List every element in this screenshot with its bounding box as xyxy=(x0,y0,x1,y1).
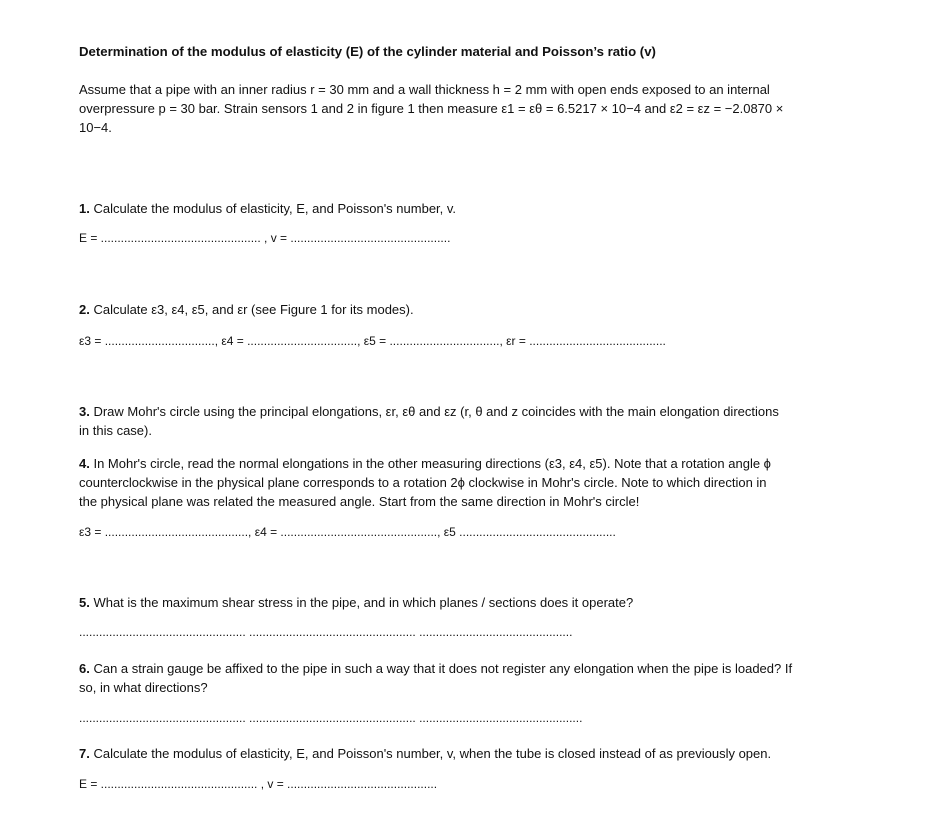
question-6-text: Can a strain gauge be affixed to the pipe in such a way that it does not register any elongation when the pipe is loaded? If xyxy=(89,661,793,676)
question-1-answer-line: E = ................................................ , v = ................................................ xyxy=(79,231,451,245)
question-4-line-3: the physical plane was related the measured angle. Start from the same direction in Mohr's circle! xyxy=(79,494,640,509)
question-4-answer-line: ε3 = ..........................................., ε4 = ..............................................., ε5 ............................................... xyxy=(79,525,616,539)
question-3 xyxy=(79,402,849,440)
document-page xyxy=(79,42,849,794)
question-7-text: Calculate the modulus of elasticity, E, and Poisson's number, v, when the tube is closed instead of as previously open. xyxy=(89,746,772,761)
question-2-text: Calculate ε3, ε4, ε5, and εr (see Figure 1 for its modes). xyxy=(89,302,414,317)
question-3-text: Draw Mohr's circle using the principal elongations, εr, εθ and εz (r, θ and z coincides with the main elongation directions xyxy=(89,404,779,419)
question-6-number: 6. xyxy=(79,661,90,676)
intro-line-3: 10−4. xyxy=(79,120,112,135)
question-4-text: In Mohr's circle, read the normal elongations in the other measuring directions (ε3, ε4, ε5). Note that a rotation angle ϕ xyxy=(89,456,771,471)
question-2 xyxy=(79,300,849,319)
question-7-answer-line: E = ............................................... , v = ............................................. xyxy=(79,777,438,791)
question-2-number: 2. xyxy=(79,302,90,317)
question-6 xyxy=(79,659,849,697)
question-4-number: 4. xyxy=(79,456,90,471)
question-5-number: 5. xyxy=(79,595,90,610)
question-6-line-2: so, in what directions? xyxy=(79,680,208,695)
question-1-text: Calculate the modulus of elasticity, E, and Poisson's number, v. xyxy=(89,201,457,216)
question-6-line-1 xyxy=(79,659,849,678)
question-4-line-2: counterclockwise in the physical plane corresponds to a rotation 2ϕ clockwise in Mohr's circle. Note to which direction in xyxy=(79,475,767,490)
question-4-line-1 xyxy=(79,454,849,473)
document-title: Determination of the modulus of elasticity (E) of the cylinder material and Poisson’s ratio (v) xyxy=(79,44,656,59)
question-3-line-1 xyxy=(79,402,849,421)
question-3-number: 3. xyxy=(79,404,90,419)
question-5 xyxy=(79,593,849,612)
question-7-number: 7. xyxy=(79,746,90,761)
question-6-answer-line: .................................................. .................................................. ................................................. xyxy=(79,711,583,725)
question-5-text: What is the maximum shear stress in the pipe, and in which planes / sections does it operate? xyxy=(89,595,634,610)
question-4 xyxy=(79,454,849,511)
intro-paragraph xyxy=(79,80,849,137)
question-1 xyxy=(79,199,849,218)
question-7 xyxy=(79,744,849,763)
question-5-answer-line: .................................................. .................................................. .............................................. xyxy=(79,625,573,639)
question-1-number: 1. xyxy=(79,201,90,216)
question-3-line-2: in this case). xyxy=(79,423,152,438)
question-2-answer-line: ε3 = ................................., ε4 = ................................., ε5 = ................................., εr = ......................................... xyxy=(79,334,666,348)
intro-line-2: overpressure p = 30 bar. Strain sensors 1 and 2 in figure 1 then measure ε1 = εθ = 6.5217 × 10−4 and ε2 = εz = −2.0870 × xyxy=(79,101,784,116)
intro-line-1: Assume that a pipe with an inner radius r = 30 mm and a wall thickness h = 2 mm with open ends exposed to an internal xyxy=(79,82,770,97)
